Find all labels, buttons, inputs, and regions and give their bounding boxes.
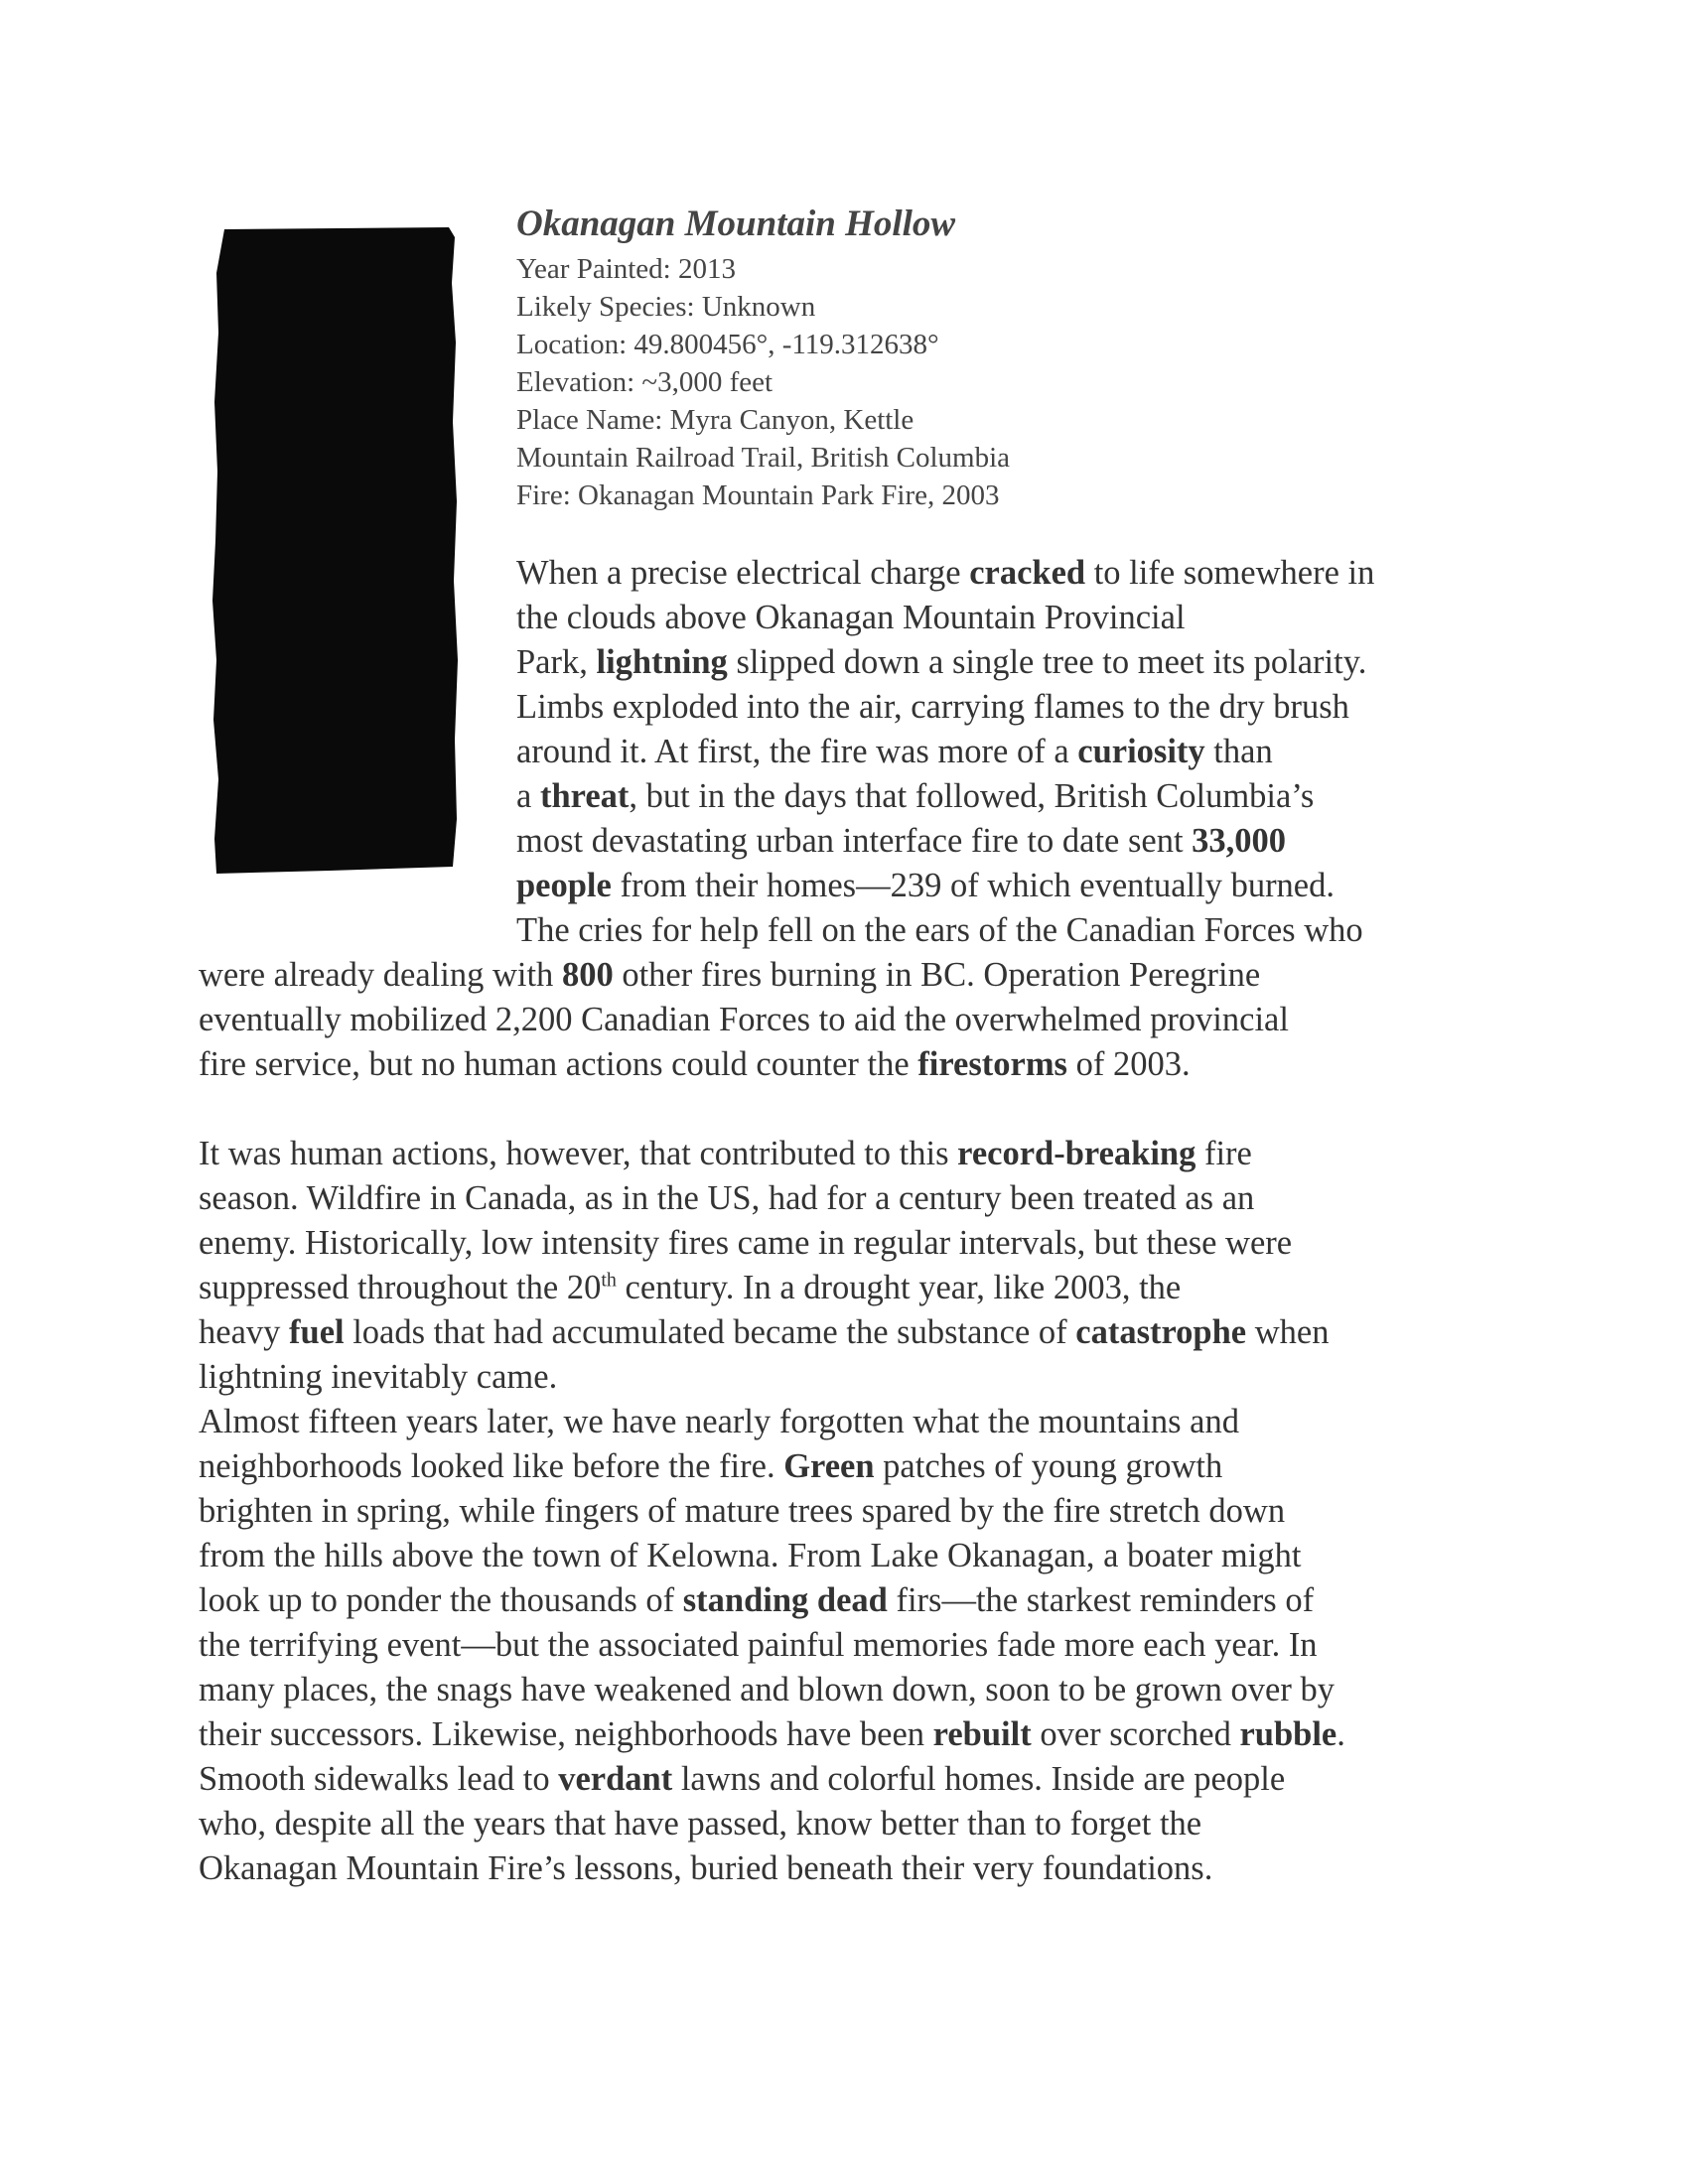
body-line <box>199 1132 1252 1176</box>
bold-term: people <box>516 867 612 904</box>
text-run: season. Wildfire in Canada, as in the US, had for a century been treated as an <box>199 1179 1255 1217</box>
bold-term: catastrophe <box>1075 1313 1247 1351</box>
body-line <box>516 596 1186 640</box>
text-run: slipped down a single tree to meet its polarity. <box>727 643 1367 681</box>
text-run: eventually mobilized 2,200 Canadian Forces to aid the overwhelmed provincial <box>199 1001 1289 1038</box>
body-line <box>199 1846 1212 1891</box>
text-run: to life somewhere in <box>1085 554 1375 592</box>
body-line <box>199 1355 557 1400</box>
body-line <box>199 953 1260 998</box>
meta-species: Likely Species: Unknown <box>516 291 816 323</box>
text-run: Smooth sidewalks lead to <box>199 1760 559 1798</box>
body-line <box>199 1489 1285 1534</box>
text-run: Okanagan Mountain Fire’s lessons, buried beneath their very foundations. <box>199 1849 1213 1887</box>
body-line <box>199 1712 1345 1757</box>
body-line <box>199 1266 1181 1310</box>
bold-term: Green <box>783 1447 875 1485</box>
painting-image <box>211 223 467 879</box>
text-run: a <box>516 777 540 815</box>
body-line <box>199 1042 1191 1087</box>
body-line <box>516 819 1286 864</box>
text-run: When a precise electrical charge <box>516 554 970 592</box>
text-run: other fires burning in BC. Operation Peregrine <box>613 956 1261 994</box>
body-line <box>199 1668 1335 1712</box>
body-line <box>516 730 1273 774</box>
body-line <box>199 1623 1318 1668</box>
text-run: lightning inevitably came. <box>199 1358 558 1396</box>
text-run: when <box>1246 1313 1330 1351</box>
text-run: than <box>1204 733 1273 770</box>
bold-term: verdant <box>558 1760 673 1798</box>
text-run: firs—the starkest reminders of <box>887 1581 1315 1619</box>
text-run: , but in the days that followed, British Columbia’s <box>629 777 1315 815</box>
bold-term: standing dead <box>682 1581 888 1619</box>
body-line <box>199 1578 1314 1623</box>
body-line <box>516 685 1349 730</box>
text-run: loads that had accumulated became the substance of <box>344 1313 1076 1351</box>
painting-shape <box>212 227 458 874</box>
text-run: heavy <box>199 1313 290 1351</box>
text-run: over scorched <box>1031 1715 1240 1753</box>
bold-term: threat <box>539 777 630 815</box>
text-run: were already dealing with <box>199 956 562 994</box>
bold-term: record-breaking <box>957 1135 1196 1172</box>
text-run: lawns and colorful homes. Inside are people <box>672 1760 1286 1798</box>
text-run: from their homes—239 of which eventually burned. <box>611 867 1335 904</box>
body-line <box>199 1444 1222 1489</box>
text-run: most devastating urban interface fire to date sent <box>516 822 1193 860</box>
body-line <box>199 1176 1254 1221</box>
body-line <box>199 1221 1292 1266</box>
bold-term: 33,000 <box>1192 822 1287 860</box>
bold-term: firestorms <box>917 1045 1067 1083</box>
body-line <box>516 551 1374 596</box>
text-run: suppressed throughout the 20 <box>199 1269 602 1306</box>
text-run: look up to ponder the thousands of <box>199 1581 683 1619</box>
body-line <box>199 1400 1239 1444</box>
body-line <box>199 1757 1285 1802</box>
text-run: century. In a drought year, like 2003, the <box>616 1269 1182 1306</box>
text-run: brighten in spring, while fingers of mature trees spared by the fire stretch down <box>199 1492 1286 1530</box>
text-run: patches of young growth <box>874 1447 1223 1485</box>
document-title: Okanagan Mountain Hollow <box>516 204 956 244</box>
text-run: It was human actions, however, that contributed to this <box>199 1135 958 1172</box>
text-run: . <box>1336 1715 1345 1753</box>
bold-term: rubble <box>1239 1715 1337 1753</box>
text-run: Park, <box>516 643 597 681</box>
meta-place-name: Place Name: Myra Canyon, Kettle <box>516 404 914 436</box>
text-run: from the hills above the town of Kelowna. From Lake Okanagan, a boater might <box>199 1537 1302 1574</box>
meta-fire: Fire: Okanagan Mountain Park Fire, 2003 <box>516 479 1000 511</box>
body-line <box>516 864 1335 908</box>
text-run: Almost fifteen years later, we have nearly forgotten what the mountains and <box>199 1403 1239 1440</box>
body-line <box>516 774 1314 819</box>
bold-term: 800 <box>561 956 614 994</box>
body-line <box>199 1802 1201 1846</box>
body-line <box>199 998 1289 1042</box>
text-run: Limbs exploded into the air, carrying flames to the dry brush <box>516 688 1349 726</box>
bold-term: curiosity <box>1077 733 1205 770</box>
painting-metadata <box>516 250 1010 514</box>
text-run: The cries for help fell on the ears of the Canadian Forces who <box>516 911 1363 949</box>
text-run: their successors. Likewise, neighborhoods have been <box>199 1715 933 1753</box>
superscript: th <box>601 1269 617 1292</box>
text-run: who, despite all the years that have passed, know better than to forget the <box>199 1805 1202 1843</box>
meta-place-name-cont: Mountain Railroad Trail, British Columbia <box>516 442 1011 474</box>
body-line <box>199 1534 1301 1578</box>
bold-term: rebuilt <box>932 1715 1032 1753</box>
text-run: fire <box>1196 1135 1252 1172</box>
body-line <box>516 908 1363 953</box>
meta-year: Year Painted: 2013 <box>516 253 736 285</box>
body-line <box>516 640 1366 685</box>
text-run: many places, the snags have weakened and blown down, soon to be grown over by <box>199 1671 1335 1708</box>
text-run: around it. At first, the fire was more of a <box>516 733 1078 770</box>
bold-term: lightning <box>596 643 728 681</box>
bold-term: fuel <box>289 1313 345 1351</box>
text-run: fire service, but no human actions could counter the <box>199 1045 918 1083</box>
body-line <box>199 1310 1329 1355</box>
text-run: the terrifying event—but the associated painful memories fade more each year. In <box>199 1626 1318 1664</box>
text-run: the clouds above Okanagan Mountain Provincial <box>516 599 1186 636</box>
text-run: enemy. Historically, low intensity fires came in regular intervals, but these were <box>199 1224 1293 1262</box>
meta-location: Location: 49.800456°, -119.312638° <box>516 329 939 360</box>
bold-term: cracked <box>969 554 1086 592</box>
meta-elevation: Elevation: ~3,000 feet <box>516 366 774 398</box>
text-run: of 2003. <box>1066 1045 1191 1083</box>
text-run: neighborhoods looked like before the fire. <box>199 1447 784 1485</box>
painting-silhouette <box>211 223 467 879</box>
